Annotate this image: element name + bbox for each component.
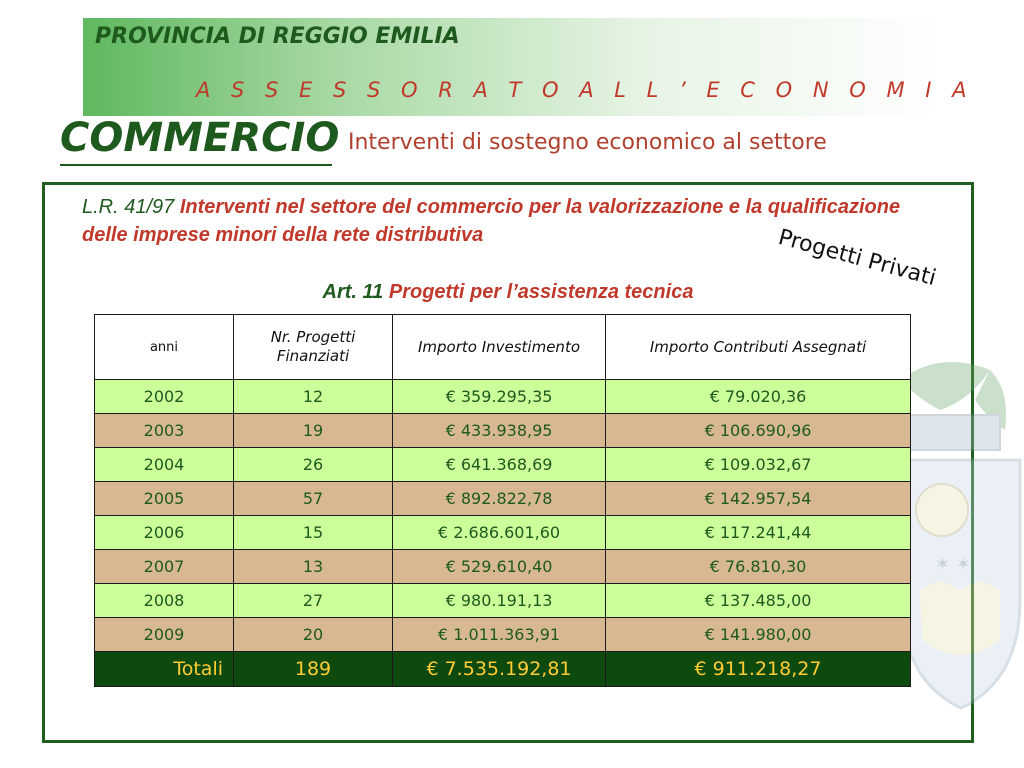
- contribution-amount-cell: € 76.810,30: [606, 550, 911, 584]
- column-header-anni: anni: [95, 315, 234, 380]
- section-title: COMMERCIO: [60, 115, 340, 161]
- table-row: [95, 380, 911, 414]
- table-row: [95, 584, 911, 618]
- article-title: Progetti per l’assistenza tecnica: [388, 281, 694, 303]
- year-cell: 2005: [95, 482, 234, 516]
- law-reference: L.R. 41/97: [82, 196, 175, 218]
- section-title-underline: [60, 164, 332, 166]
- column-header-importo-contributi: Importo Contributi Assegnati: [606, 315, 911, 380]
- year-cell: 2009: [95, 618, 234, 652]
- contributions-table: [94, 314, 911, 687]
- contribution-amount-cell: € 109.032,67: [606, 448, 911, 482]
- projects-count-cell: 19: [234, 414, 393, 448]
- investment-amount-cell: € 980.191,13: [393, 584, 606, 618]
- contribution-amount-cell: € 142.957,54: [606, 482, 911, 516]
- projects-count-cell: 12: [234, 380, 393, 414]
- article-reference: Art. 11: [322, 281, 384, 303]
- investment-amount-cell: € 1.011.363,91: [393, 618, 606, 652]
- projects-count-cell: 57: [234, 482, 393, 516]
- year-cell: 2007: [95, 550, 234, 584]
- year-cell: 2003: [95, 414, 234, 448]
- investment-amount-cell: € 359.295,35: [393, 380, 606, 414]
- investment-amount-cell: € 892.822,78: [393, 482, 606, 516]
- total-contributions-cell: € 911.218,27: [606, 652, 911, 687]
- totals-row: [95, 652, 911, 687]
- contribution-amount-cell: € 117.241,44: [606, 516, 911, 550]
- table-row: [95, 618, 911, 652]
- projects-count-cell: 26: [234, 448, 393, 482]
- section-subtitle: Interventi di sostegno economico al settore: [348, 130, 827, 155]
- investment-amount-cell: € 641.368,69: [393, 448, 606, 482]
- projects-count-cell: 27: [234, 584, 393, 618]
- contribution-amount-cell: € 137.485,00: [606, 584, 911, 618]
- law-description: Interventi nel settore del commercio per la valorizzazione e la qualificazione delle imprese minori della rete distributiva: [82, 196, 901, 246]
- contribution-amount-cell: € 79.020,36: [606, 380, 911, 414]
- progetti-privati-label: Progetti Privati: [775, 225, 939, 292]
- investment-amount-cell: € 2.686.601,60: [393, 516, 606, 550]
- svg-text:✶ ✶: ✶ ✶: [935, 554, 971, 575]
- contribution-amount-cell: € 141.980,00: [606, 618, 911, 652]
- table-row: [95, 516, 911, 550]
- table-header-row: [95, 315, 911, 380]
- column-header-nr-progetti: Nr. Progetti Finanziati: [234, 315, 393, 380]
- year-cell: 2008: [95, 584, 234, 618]
- column-header-importo-investimento: Importo Investimento: [393, 315, 606, 380]
- contribution-amount-cell: € 106.690,96: [606, 414, 911, 448]
- totals-label: Totali: [95, 652, 234, 687]
- projects-count-cell: 15: [234, 516, 393, 550]
- table-row: [95, 482, 911, 516]
- total-projects-cell: 189: [234, 652, 393, 687]
- investment-amount-cell: € 529.610,40: [393, 550, 606, 584]
- projects-count-cell: 20: [234, 618, 393, 652]
- investment-amount-cell: € 433.938,95: [393, 414, 606, 448]
- total-investment-cell: € 7.535.192,81: [393, 652, 606, 687]
- table-row: [95, 550, 911, 584]
- projects-count-cell: 13: [234, 550, 393, 584]
- table-row: [95, 414, 911, 448]
- table-row: [95, 448, 911, 482]
- year-cell: 2004: [95, 448, 234, 482]
- year-cell: 2002: [95, 380, 234, 414]
- article-heading: [0, 281, 1016, 304]
- province-title: PROVINCIA DI REGGIO EMILIA: [95, 24, 460, 49]
- department-title: A S S E S S O R A T O A L L ’ E C O N O M I A: [196, 78, 974, 102]
- year-cell: 2006: [95, 516, 234, 550]
